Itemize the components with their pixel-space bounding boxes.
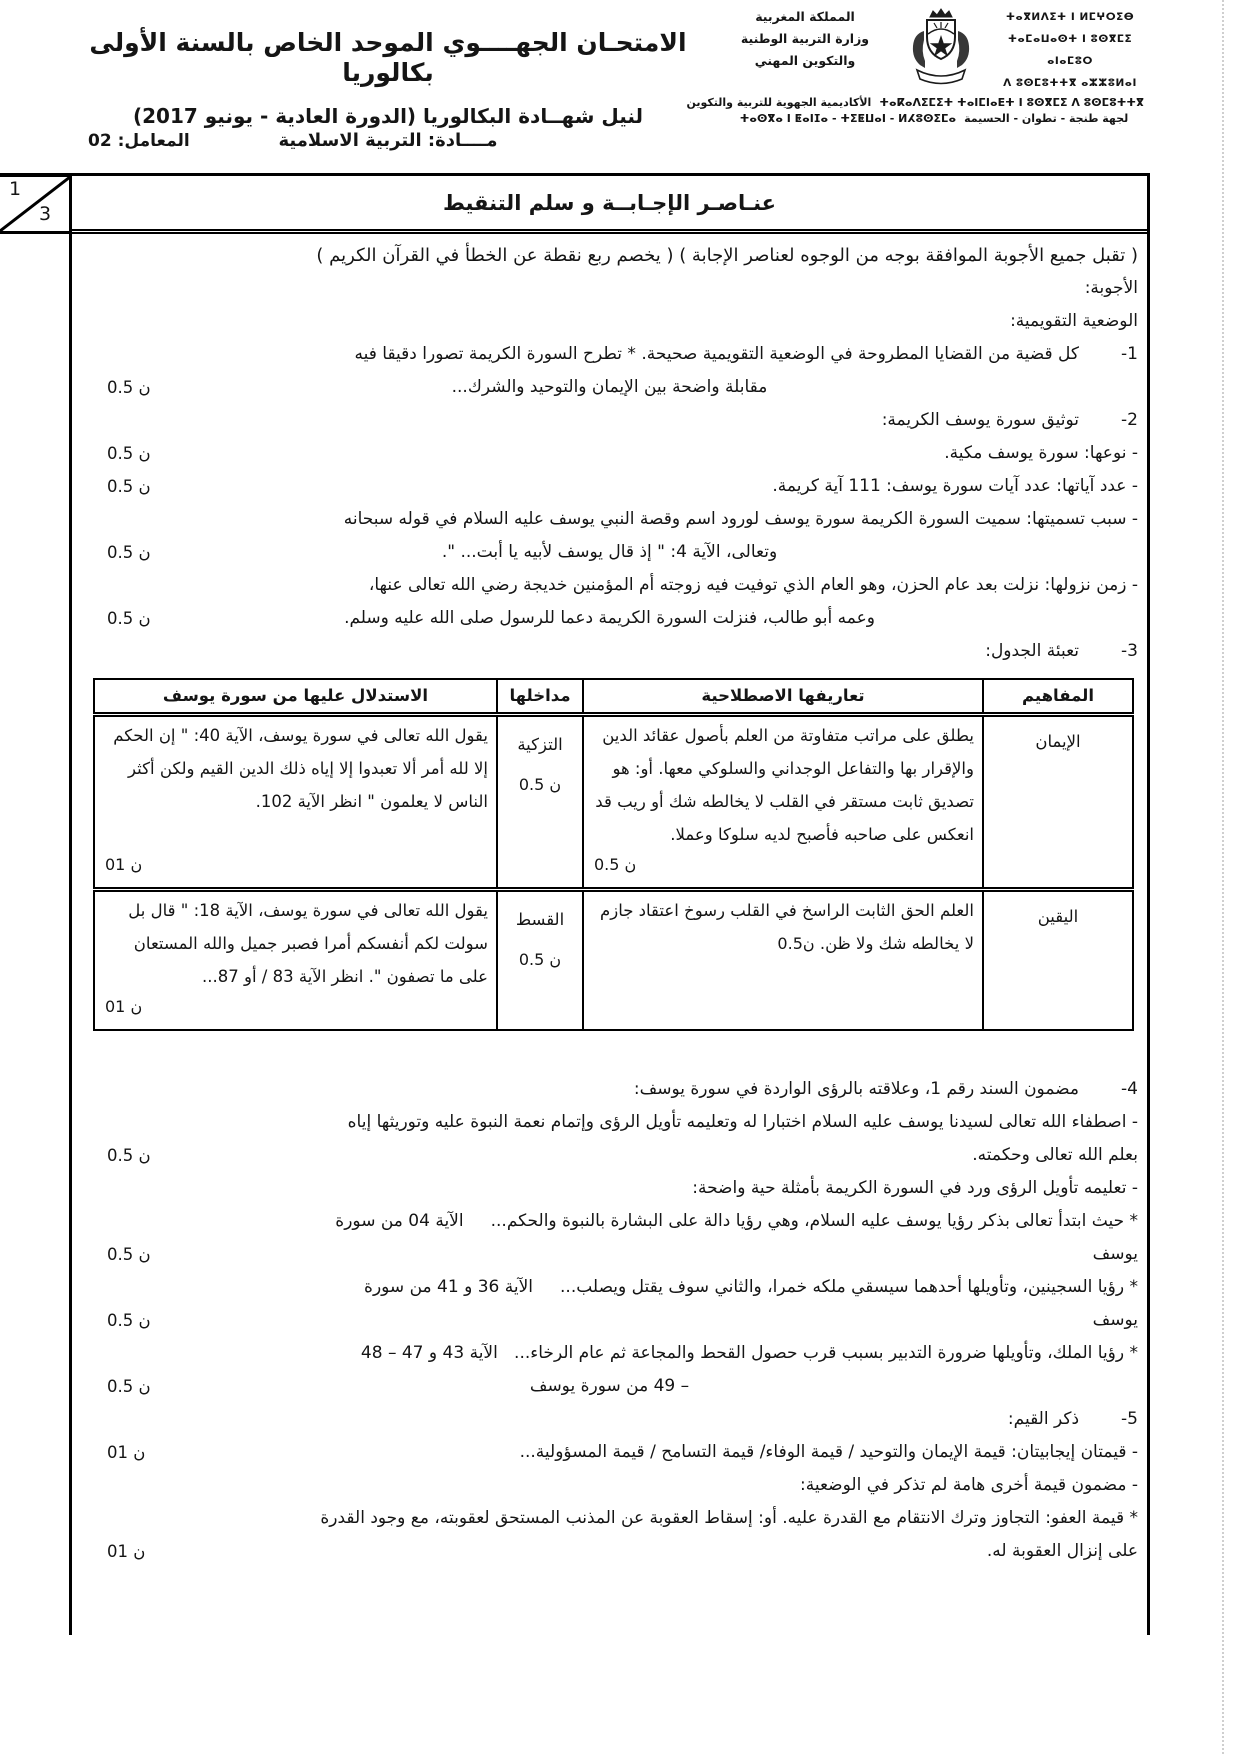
- situation-label: الوضعية التقويمية:: [1010, 311, 1138, 331]
- item-text: - مضمون قيمة أخرى هامة لم تذكر في الوضعية:: [800, 1475, 1138, 1495]
- answer-item-2-revelation-time: [81, 569, 1138, 635]
- subject-row: [58, 130, 718, 151]
- answer-item-5-other-value: [81, 1469, 1138, 1502]
- item-text: مضمون السند رقم 1، وعلاقته بالرؤى الواردة في سورة يوسف:: [633, 1079, 1080, 1099]
- item-text-cont: مقابلة واضحة بين الإيمان والتوحيد والشرك...: [451, 377, 768, 397]
- ministry-line1: وزارة التربية الوطنية: [740, 31, 870, 46]
- item-text: - اصطفاء الله تعالى لسيدنا يوسف عليه السلام اختبارا له وتعليمه تأويل الرؤى وإتمام نعمة النبوة عليه وتوريثها إياه: [347, 1112, 1138, 1132]
- scan-fold-mark: [1222, 0, 1224, 1754]
- answer-item-2-naming: [81, 503, 1138, 569]
- evidence-cell: [94, 715, 497, 890]
- concepts-table: [93, 678, 1134, 1031]
- exam-title-block: [58, 28, 718, 128]
- exam-title: الامتحـان الجهــــوي الموحد الخاص بالسنة الأولى بكالوريا: [89, 28, 687, 87]
- item-score: 0.5 ن: [107, 543, 151, 562]
- evidence-score: 01 ن: [105, 997, 143, 1016]
- definition-text: يطلق على مراتب متفاوتة من العلم بأصول عقائد الدين والإقرار بها والتفاعل الوجداني والسلوكي معها. أو: هو تصديق ثابت مستقر في القلب لا يخالطه شك أو ريب قد انعكس على صاحبه فأصبح لديه سلوكا وعملا.: [595, 726, 974, 844]
- item-text: * قيمة العفو: التجاوز وترك الانتقام مع القدرة عليه. أو: إسقاط العقوبة عن المذنب المستحق لعقوبته، مع وجود القدرة: [320, 1508, 1138, 1528]
- region-line: [720, 112, 1148, 125]
- table-row-yaqin: [94, 890, 1133, 1031]
- entry-cell: [497, 715, 583, 890]
- page-number-current: 1: [9, 178, 22, 200]
- item-score: 0.5 ن: [107, 609, 151, 628]
- item-score: 0.5 ن: [107, 1146, 151, 1165]
- table-row-iman: [94, 715, 1133, 890]
- page-number-total: 3: [39, 203, 52, 225]
- item-score: 0.5 ن: [107, 444, 151, 463]
- item-text: * رؤيا السجينين، وتأويلها أحدهما سيسقي ملكه خمرا، والثاني سوف يقتل ويصلب... الآية 36 و 41 من سورة: [364, 1277, 1138, 1297]
- item-text: كل قضية من القضايا المطروحة في الوضعية التقويمية صحيحة. * تطرح السورة الكريمة تصورا دقيقا فيه: [354, 344, 1080, 364]
- kingdom-label: المملكة المغربية: [755, 9, 855, 24]
- answer-item-3: [81, 635, 1138, 668]
- evidence-text: يقول الله تعالى في سورة يوسف، الآية 18: " قال بل سولت لكم أنفسكم أمرا فصبر جميل والله المستعان على ما تصفون ". انظر الآية 83 / أو 87...: [128, 901, 488, 986]
- item-text: تعبئة الجدول:: [985, 641, 1080, 661]
- item-text-cont: وعمه أبو طالب، فنزلت السورة الكريمة دعما للرسول صلى الله عليه وسلم.: [344, 608, 875, 628]
- item-text-cont: يوسف: [1092, 1244, 1138, 1264]
- answer-item-vision-king: [81, 1337, 1138, 1403]
- answer-item-1: [81, 338, 1138, 404]
- answer-item-5-forgiveness: [81, 1502, 1138, 1568]
- table-header-evidence: الاستدلال عليها من سورة يوسف: [94, 679, 497, 715]
- ministry-tifinagh-line1: ⵜⴰⵎⴰⵡⴰⵙⵜ ⵏ ⵓⵙⴳⵎⵉ ⴰⵏⴰⵎⵓⵔ: [1007, 33, 1133, 67]
- answer-box-content: [72, 234, 1147, 1568]
- definition-cell: [583, 715, 983, 890]
- definition-score: 0.5 ن: [594, 855, 637, 874]
- academy-line: [686, 96, 1148, 109]
- ministry-header-block: [686, 6, 1148, 125]
- item-text: - تعليمه تأويل الرؤى ورد في السورة الكريمة بأمثلة حية واضحة:: [692, 1178, 1138, 1198]
- item-text: - قيمتان إيجابيتان: قيمة الإيمان والتوحيد / قيمة الوفاء/ قيمة التسامح / قيمة المسؤولية...: [519, 1442, 1138, 1462]
- item-score: 01 ن: [107, 1542, 146, 1561]
- coefficient-label: المعامل: 02: [88, 131, 190, 151]
- answer-item-4-examples: [81, 1172, 1138, 1205]
- kingdom-tifinagh: ⵜⴰⴳⵍⴷⵉⵜ ⵏ ⵍⵎⵖⵔⵉⴱ: [1005, 11, 1135, 23]
- ministry-header-row: [720, 6, 1148, 94]
- table-header-definitions: تعاريفها الاصطلاحية: [583, 679, 983, 715]
- item-number: 4-: [1121, 1079, 1138, 1099]
- concept-cell: اليقين: [983, 890, 1133, 1031]
- ministry-tifinagh-column: [992, 6, 1148, 94]
- answer-elements-box: [69, 173, 1150, 1635]
- table-header-row: [94, 679, 1133, 715]
- ministry-line2: والتكوين المهني: [754, 53, 856, 68]
- entry-score: 0.5 ن: [518, 950, 562, 969]
- answer-item-4-selection: [81, 1106, 1138, 1172]
- item-score: 01 ن: [107, 1443, 146, 1462]
- item-text-cont: وتعالى، الآية 4: " إذ قال يوسف لأبيه يا أبت... ".: [441, 542, 778, 562]
- item-text: - عدد آياتها: عدد آيات سورة يوسف: 111 آية كريمة.: [772, 476, 1138, 496]
- item-text-cont: – 49 من سورة يوسف: [529, 1376, 690, 1396]
- concept-cell: الإيمان: [983, 715, 1133, 890]
- item-text: توثيق سورة يوسف الكريمة:: [881, 410, 1080, 430]
- item-number: 1-: [1121, 344, 1138, 364]
- answer-item-vision-prisoners: [81, 1271, 1138, 1337]
- definition-text: العلم الحق الثابت الراسخ في القلب رسوخ اعتقاد جازم لا يخالطه شك ولا ظن.: [600, 901, 974, 953]
- item-text-cont: على إنزال العقوبة له.: [986, 1541, 1138, 1561]
- item-number: 2-: [1121, 410, 1138, 430]
- item-text: - سبب تسميتها: سميت السورة الكريمة سورة يوسف لورود اسم وقصة النبي يوسف عليه السلام في قوله سبحانه: [343, 509, 1138, 529]
- answers-label: الأجوبة:: [1084, 278, 1138, 298]
- item-score: 0.5 ن: [107, 1311, 151, 1330]
- answer-item-vision-yusuf: [81, 1205, 1138, 1271]
- item-text: ذكر القيم:: [1007, 1409, 1080, 1429]
- entry-text: القسط: [515, 910, 565, 929]
- item-number: 5-: [1121, 1409, 1138, 1429]
- morocco-coat-of-arms-icon: [909, 7, 973, 91]
- table-header-concepts: المفاهيم: [983, 679, 1133, 715]
- item-text-cont: بعلم الله تعالى وحكمته.: [972, 1145, 1138, 1165]
- item-score: 0.5 ن: [107, 1245, 151, 1264]
- item-text: * حيث ابتدأ تعالى بذكر رؤيا يوسف عليه السلام، وهي رؤيا دالة على البشارة بالنبوة والحكم... الآية 04 من سورة: [335, 1211, 1138, 1231]
- region-tifinagh: ⵜⴰⵙⴳⴰ ⵏ ⵟⴰⵏⵊⴰ - ⵜⵉⵟⵡⴰⵏ - ⵍⵃⵓⵙⵉⵎⴰ: [739, 112, 957, 125]
- answer-item-2-verses: [81, 470, 1138, 503]
- entry-cell: [497, 890, 583, 1031]
- entry-text: التزكية: [517, 735, 563, 754]
- definition-cell: [583, 890, 983, 1031]
- answer-item-4: [81, 1073, 1138, 1106]
- definition-score: 0.5ن: [777, 934, 815, 953]
- exam-subtitle: لنيل شهــادة البكالوريا (الدورة العادية - يونيو 2017): [132, 104, 644, 128]
- grading-note: ( تقبل جميع الأجوبة الموافقة بوجه من الوجوه لعناصر الإجابة ) ( يخصم ربع نقطة عن الخطأ في القرآن الكريم ): [316, 245, 1138, 266]
- region-arabic: لجهة طنجة - تطوان - الحسيمة: [964, 112, 1129, 125]
- ministry-tifinagh-line2: ⴷ ⵓⵙⵎⵓⵜⵜⴳ ⴰⵣⵣⵓⵍⴰⵏ: [1003, 77, 1137, 89]
- ministry-arabic-column: [720, 6, 890, 72]
- answer-item-5: [81, 1403, 1138, 1436]
- item-number: 3-: [1121, 641, 1138, 661]
- answer-item-5-positive-values: [81, 1436, 1138, 1469]
- answer-box-title: عنـاصـر الإجـابــة و سلم التنقيط: [72, 176, 1147, 234]
- table-header-entries: مداخلها: [497, 679, 583, 715]
- subject-label: مــــادة: التربية الاسلامية: [278, 130, 498, 151]
- academy-tifinagh: ⵜⴰⴽⴰⴷⵉⵎⵉⵜ ⵜⴰⵏⵎⵏⴰⴹⵜ ⵏ ⵓⵙⴳⵎⵉ ⴷ ⵓⵙⵎⵓⵜⵜⴳ: [879, 96, 1144, 109]
- item-score: 0.5 ن: [107, 477, 151, 496]
- evidence-cell: [94, 890, 497, 1031]
- answer-item-2: [81, 404, 1138, 437]
- answer-item-2-type: [81, 437, 1138, 470]
- academy-arabic: الأكاديمية الجهوية للتربية والتكوين: [686, 96, 872, 109]
- evidence-text: يقول الله تعالى في سورة يوسف، الآية 40: " إن الحكم إلا لله أمر ألا تعبدوا إلا إياه ذلك الدين القيم ولكن أكثر الناس لا يعلمون " انظر الآية 102.: [113, 726, 488, 811]
- item-text-cont: يوسف: [1092, 1310, 1138, 1330]
- item-text: * رؤيا الملك، وتأويلها ضرورة التدبير بسبب قرب حصول القحط والمجاعة ثم عام الرخاء... الآية 43 و 47 – 48: [360, 1343, 1138, 1363]
- item-text: - نوعها: سورة يوسف مكية.: [944, 443, 1138, 463]
- item-score: 0.5 ن: [107, 1377, 151, 1396]
- evidence-score: 01 ن: [105, 855, 143, 874]
- item-score: 0.5 ن: [107, 378, 151, 397]
- item-text: - زمن نزولها: نزلت بعد عام الحزن، وهو العام الذي توفيت فيه زوجته أم المؤمنين خديجة رضي الله تعالى عنها،: [368, 575, 1138, 595]
- entry-score: 0.5 ن: [518, 775, 562, 794]
- page-number-box: [0, 173, 70, 234]
